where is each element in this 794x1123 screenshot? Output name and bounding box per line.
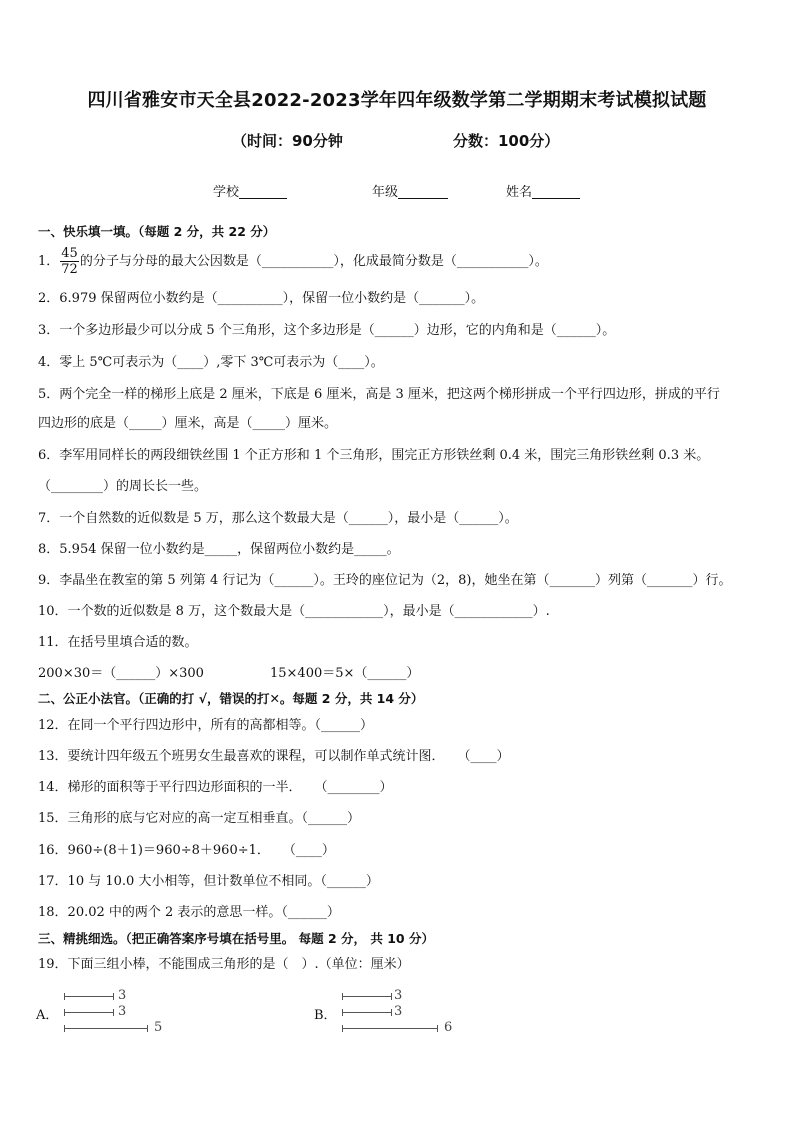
grade-field[interactable] (372, 181, 448, 200)
option-a-stick-1 (64, 996, 114, 997)
question-7: 7．一个自然数的近似数是 5 万，那么这个数最大是（______），最小是（______）。 (38, 511, 518, 526)
question-4: 4．零上 5℃可表示为（____）,零下 3℃可表示为（____）。 (38, 355, 384, 370)
question-12: 12．在同一个平行四边形中，所有的高都相等。（______） (38, 718, 374, 733)
name-label: 姓名 (506, 185, 533, 200)
school-label: 学校 (213, 185, 240, 200)
question-13: 13．要统计四年级五个班男女生最喜欢的课程，可以制作单式统计图． （____） (38, 749, 510, 764)
section2-heading: 二、公正小法官。（正确的打 √，错误的打✕。每题 2 分，共 14 分） (38, 691, 424, 706)
name-blank[interactable] (532, 184, 580, 199)
section3-heading: 三、精挑细选。（把正确答案序号填在括号里。 每题 2 分， 共 10 分） (38, 931, 434, 946)
option-a-value-1: 3 (118, 988, 127, 1003)
question-11a: 200×30＝（______）×300 (38, 666, 204, 681)
question-3: 3．一个多边形最少可以分成 5 个三角形，这个多边形是（______）边形，它的内角和是（______）。 (38, 323, 616, 338)
stick-diagrams (34, 988, 774, 1048)
question-8: 8．5.954 保留一位小数约是_____，保留两位小数约是_____。 (38, 542, 400, 557)
question-14: 14．梯形的面积等于平行四边形面积的一半． （________） (38, 780, 393, 795)
option-a-stick-3 (64, 1028, 148, 1029)
q1-fraction (60, 246, 79, 277)
question-11: 11．在括号里填合适的数。 (38, 635, 198, 650)
question-17: 17．10 与 10.0 大小相等，但计数单位不相同。（______） (38, 874, 379, 889)
question-11b: 15×400＝5×（______） (270, 666, 420, 681)
question-2: 2．6.979 保留两位小数约是（__________），保留一位小数约是（_______）。 (38, 291, 485, 306)
question-6-line2: （________）的周长长一些。 (38, 479, 208, 494)
page-title: 四川省雅安市天全县2022-2023学年四年级数学第二学期期末考试模拟试题 (87, 90, 707, 111)
option-b-stick-1 (342, 996, 392, 997)
q1-denominator: 72 (61, 262, 78, 277)
option-a-label: A． (36, 1008, 59, 1023)
question-5-line1: 5．两个完全一样的梯形上底是 2 厘米，下底是 6 厘米，高是 3 厘米，把这两个梯形拼成一个平行四边形，拼成的平行 (38, 387, 720, 402)
question-6-line1: 6．李军用同样长的两段细铁丝围 1 个正方形和 1 个三角形，围完正方形铁丝剩 0.4 米，围完三角形铁丝剩 0.3 米。 (38, 448, 710, 463)
option-b-stick-3 (342, 1028, 438, 1029)
q1-numerator: 45 (61, 246, 78, 261)
option-a-value-3: 5 (154, 1020, 163, 1035)
section1-heading: 一、快乐填一填。（每题 2 分，共 22 分） (38, 224, 276, 239)
question-19: 19．下面三组小棒，不能围成三角形的是（ ）.（单位：厘米） (38, 957, 410, 972)
q1-number: 1． (38, 254, 60, 269)
question-9: 9．李晶坐在教室的第 5 列第 4 行记为（______）。王玲的座位记为（2，8)，她坐在第（_______）列第（_______）行。 (38, 573, 732, 588)
q1-text: 的分子与分母的最大公因数是（___________），化成最简分数是（___________）。 (79, 254, 548, 269)
question-18: 18．20.02 中的两个 2 表示的意思一样。（______） (38, 905, 340, 920)
question-15: 15．三角形的底与它对应的高一定互相垂直。（______） (38, 811, 361, 826)
grade-blank[interactable] (398, 184, 448, 199)
option-b-value-2: 3 (394, 1004, 403, 1019)
option-b-value-1: 3 (394, 988, 403, 1003)
question-5-line2: 四边形的底是（_____）厘米，高是（_____）厘米。 (38, 416, 338, 431)
option-b-stick-2 (342, 1012, 392, 1013)
name-field[interactable] (506, 181, 580, 200)
option-a-value-2: 3 (118, 1004, 127, 1019)
option-b-label: B． (314, 1008, 337, 1023)
grade-label: 年级 (372, 185, 399, 200)
exam-score: 分数：100分） (453, 132, 560, 150)
question-1 (38, 246, 548, 277)
school-field[interactable] (213, 181, 287, 200)
question-16: 16．960÷(8＋1)＝960÷8＋960÷1． （____） (38, 843, 335, 858)
option-b-value-3: 6 (444, 1020, 453, 1035)
question-10: 10．一个数的近似数是 8 万，这个数最大是（____________），最小是（____________）. (38, 604, 550, 619)
exam-time: （时间：90分钟 (232, 132, 343, 150)
school-blank[interactable] (239, 184, 287, 199)
option-a-stick-2 (64, 1012, 114, 1013)
